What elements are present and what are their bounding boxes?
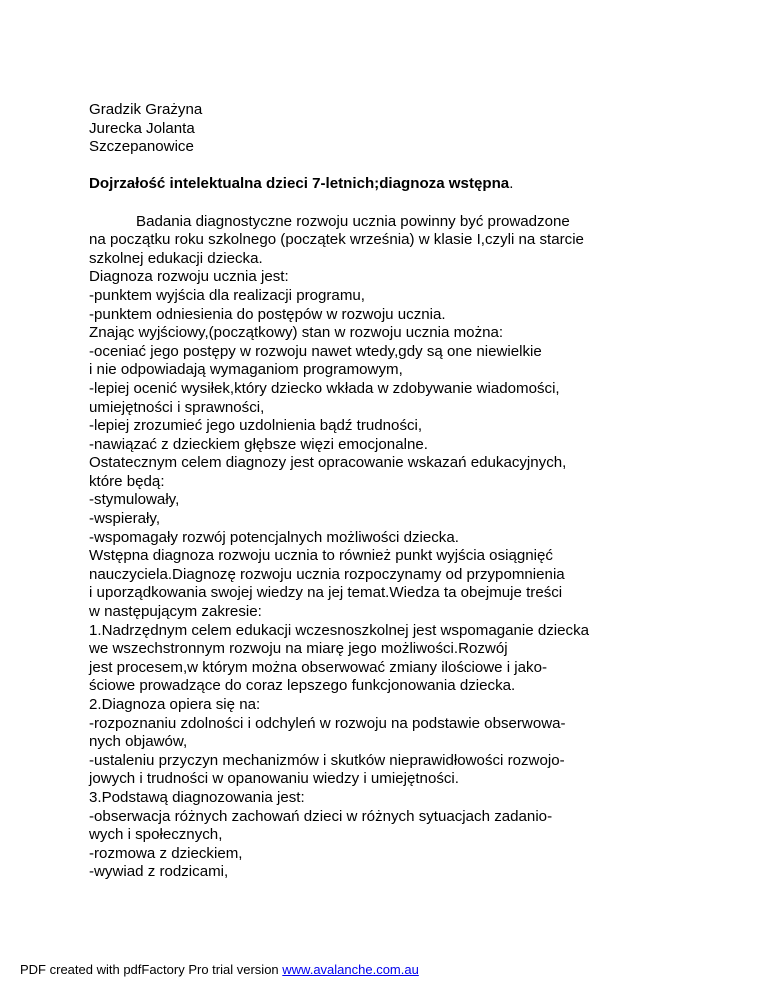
body-line: Wstępna diagnoza rozwoju ucznia to również punkt wyjścia osiągnięć xyxy=(89,547,553,565)
author-name: Jurecka Jolanta xyxy=(89,119,195,137)
body-line: na początku roku szkolnego (początek września) w klasie I,czyli na starcie xyxy=(89,231,584,249)
body-paragraphs xyxy=(89,213,729,882)
body-line: -stymulowały, xyxy=(89,491,180,509)
body-line: i nie odpowiadają wymaganiom programowym, xyxy=(89,361,403,379)
body-line: wych i społecznych, xyxy=(89,826,223,844)
body-line: 3.Podstawą diagnozowania jest: xyxy=(89,788,305,806)
body-line: we wszechstronnym rozwoju na miarę jego możliwości.Rozwój xyxy=(89,640,508,658)
document-title-period: . xyxy=(509,175,514,193)
body-line: -nawiązać z dzieckiem głębsze więzi emocjonalne. xyxy=(89,435,428,453)
body-line: nauczyciela.Diagnozę rozwoju ucznia rozpoczynamy od przypomnienia xyxy=(89,565,565,583)
body-line: szkolnej edukacji dziecka. xyxy=(89,249,263,267)
body-line: i uporządkowania swojej wiedzy na jej temat.Wiedza ta obejmuje treści xyxy=(89,584,563,602)
body-line: jowych i trudności w opanowaniu wiedzy i umiejętności. xyxy=(89,770,459,788)
body-line: -obserwacja różnych zachowań dzieci w różnych sytuacjach zadanio- xyxy=(89,807,553,825)
footer-link[interactable]: www.avalanche.com.au xyxy=(282,962,419,977)
pdf-footer xyxy=(20,962,419,978)
document-title xyxy=(89,175,729,194)
body-line: -lepiej ocenić wysiłek,który dziecko wkłada w zdobywanie wiadomości, xyxy=(89,379,560,397)
body-line: -oceniać jego postępy w rozwoju nawet wtedy,gdy są one niewielkie xyxy=(89,342,542,360)
body-line: nych objawów, xyxy=(89,733,188,751)
body-line: -rozmowa z dzieckiem, xyxy=(89,844,243,862)
paragraph-first-line: Badania diagnostyczne rozwoju ucznia powinny być prowadzone xyxy=(136,212,570,230)
body-line: -lepiej zrozumieć jego uzdolnienia bądź trudności, xyxy=(89,417,423,435)
body-line: Znając wyjściowy,(początkowy) stan w rozwoju ucznia można: xyxy=(89,324,504,342)
author-name: Gradzik Grażyna xyxy=(89,101,203,118)
spacer xyxy=(89,194,729,213)
body-line: -wspierały, xyxy=(89,510,161,528)
body-line: -wspomagały rozwój potencjalnych możliwości dziecka. xyxy=(89,528,459,546)
body-line: 1.Nadrzędnym celem edukacji wczesnoszkolnej jest wspomaganie dziecka xyxy=(89,621,590,639)
body-line: umiejętności i sprawności, xyxy=(89,398,265,416)
spacer xyxy=(89,157,729,176)
body-line: ściowe prowadzące do coraz lepszego funkcjonowania dziecka. xyxy=(89,677,516,695)
body-line: -rozpoznaniu zdolności i odchyleń w rozwoju na podstawie obserwowa- xyxy=(89,714,566,732)
body-line: -ustaleniu przyczyn mechanizmów i skutków nieprawidłowości rozwojo- xyxy=(89,751,565,769)
body-line: Diagnoza rozwoju ucznia jest: xyxy=(89,268,289,286)
body-line: -wywiad z rodzicami, xyxy=(89,863,229,881)
body-line: w następującym zakresie: xyxy=(89,603,262,621)
body-line: jest procesem,w którym można obserwować zmiany ilościowe i jako- xyxy=(89,658,547,676)
place-name: Szczepanowice xyxy=(89,138,194,156)
body-line: -punktem odniesienia do postępów w rozwoju ucznia. xyxy=(89,305,446,323)
body-line: 2.Diagnoza opiera się na: xyxy=(89,696,261,713)
body-line: Ostatecznym celem diagnozy jest opracowanie wskazań edukacyjnych, xyxy=(89,454,567,472)
document-title-bold: Dojrzałość intelektualna dzieci 7-letnich;diagnoza wstępna xyxy=(89,175,510,193)
body-line: -punktem wyjścia dla realizacji programu, xyxy=(89,286,365,304)
document-body xyxy=(89,101,729,882)
body-line: które będą: xyxy=(89,472,165,490)
footer-text: PDF created with pdfFactory Pro trial version xyxy=(20,962,283,977)
